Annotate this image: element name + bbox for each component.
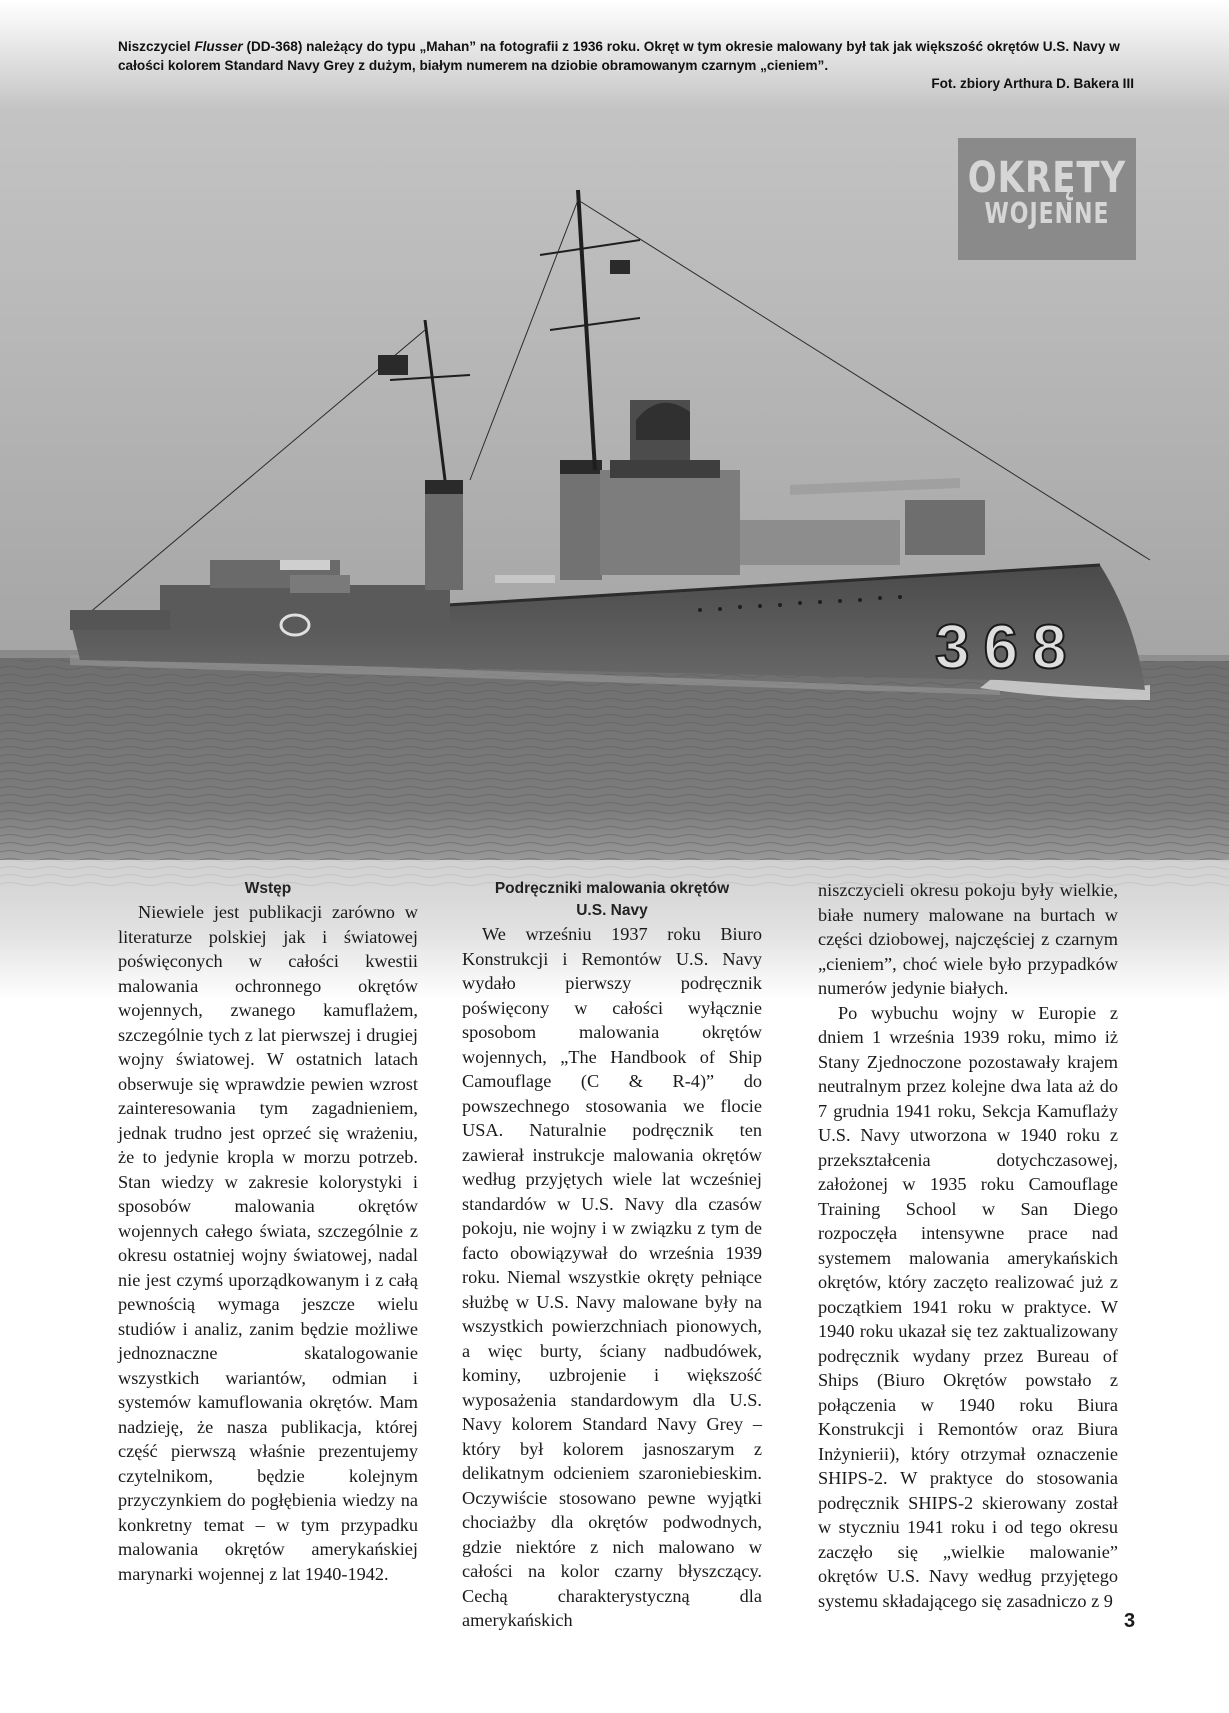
column-continued [818,878,1118,1613]
paragraph: We wrześniu 1937 roku Biuro Konstrukcji i Remontów U.S. Navy wydało pierwszy podręcznik poświęcony w całości wyłącznie sposobom malowania okrętów wojennych, „The Handbook of Ship Camouflage (C & R-4)” do powszechnego stosowania we flocie USA. Naturalnie podręcznik ten zawierał instrukcje malowania okrętów według przyjętych wiele lat wcześniej standardów w U.S. Navy dla czasów pokoju, nie wojny i w związku z tym de facto obowiązywał do września 1939 roku. Niemal wszystkie okręty pełniące służbę w U.S. Navy malowane były na wszystkich powierzchniach pionowych, a więc burty, ściany nadbudówek, kominy, uzbrojenie i większość wyposażenia standardowym dla U.S. Navy kolorem Standard Navy Grey – który był kolorem jasnoszarym z delikatnym odcieniem szaroniebieskim. Oczywiście stosowano pewne wyjątki chociażby dla okrętów podwodnych, gdzie niektóre z nich malowano w całości na kolor czarny błyszczący. Cechą charakterystyczną dla amerykańskich [462,924,762,1630]
hull-number: 368 [935,613,1081,682]
paragraph: Po wybuchu wojny w Europie z dniem 1 września 1939 roku, mimo iż Stany Zjednoczone pozostawały krajem neutralnym przez kolejne dwa lata aż do 7 grudnia 1941 roku, Sekcja Kamuflaży U.S. Navy utworzona w 1940 roku z przekształcenia dotychczasowej, założonej w 1935 roku Camouflage Training School w San Diego rozpoczęła intensywne prace nad systemem malowania amerykańskich okrętów, który zaczęto realizować już z początkiem 1941 roku w praktyce. W 1940 roku ukazał się tez zaktualizowany podręcznik wydany przez Bureau of Ships (Biuro Okrętów powstało z połączenia w 1940 roku Biura Konstrukcji i Remontów oraz Biura Inżynierii), który otrzymał oznaczenie SHIPS-2. W praktyce do stosowania podręcznik SHIPS-2 skierowany został w styczniu 1941 roku i od tego okresu zaczęło się „wielkie malowanie” okrętów U.S. Navy według przyjętego systemu składającego się zasadniczo z 9 [818,1002,1118,1611]
section-heading-handbooks: Podręczniki malowania okrętów U.S. Navy [494,880,730,919]
paragraph: niszczycieli okresu pokoju były wielkie, białe numery malowane na burtach w części dziobowej, najczęściej z czarnym „cieniem”, choć wiele było przypadków numerów jedynie białych. [818,880,1118,998]
paragraph: Niewiele jest publikacji zarówno w literaturze polskiej jak i światowej poświęconych w całości kwestii malowania ochronnego okrętów wojennych, zwanego kamuflażem, szczególnie tych z lat pierwszej i drugiej wojny światowej. W ostatnich latach obserwuje się wprawdzie pewien wzrost zainteresowania tym zagadnieniem, jednak trudno jest oprzeć się wrażeniu, że to jedynie kropla w morzu potrzeb. Stan wiedzy w zakresie kolorystyki i sposobów malowania okrętów wojennych całego świata, szczególnie z okresu ostatniej wojny światowej, nadal nie jest czymś uporządkowanym i z całą pewnością wymaga jeszcze wielu studiów i analiz, zanim będzie możliwe jednoznaczne skatalogowanie wszystkich wariantów, odmian i systemów kamuflowania okrętów. Mam nadzieję, że nasza publikacja, której część pierwszą właśnie prezentujemy czytelnikom, będzie kolejnym przyczynkiem do pogłębienia wiedzy na konkretny temat – w tym przypadku malowania okrętów amerykańskiej marynarki wojennej z lat 1940-1942. [118,902,418,1584]
logo-line-2: WOJENNE [984,198,1110,231]
column-handbooks [462,878,762,1633]
photo-credit: Fot. zbiory Arthura D. Bakera III [931,76,1134,91]
ship-name: Flusser [194,39,243,54]
logo-line-1: OKRĘTY [967,153,1127,203]
page-number: 3 [1124,1610,1136,1632]
photo-caption [118,38,1134,94]
section-heading-intro: Wstęp [244,880,292,897]
column-intro [118,878,418,1586]
magazine-logo [958,138,1136,260]
caption-text: Niszczyciel Flusser (DD-368) należący do typu „Mahan” na fotografii z 1936 roku. Okręt w tym okresie malowany był tak jak większość okrętów U.S. Navy w całości kolorem Standard Navy Grey z dużym, białym numerem na dziobie obramowanym czarnym „cieniem”. [118,39,1120,73]
